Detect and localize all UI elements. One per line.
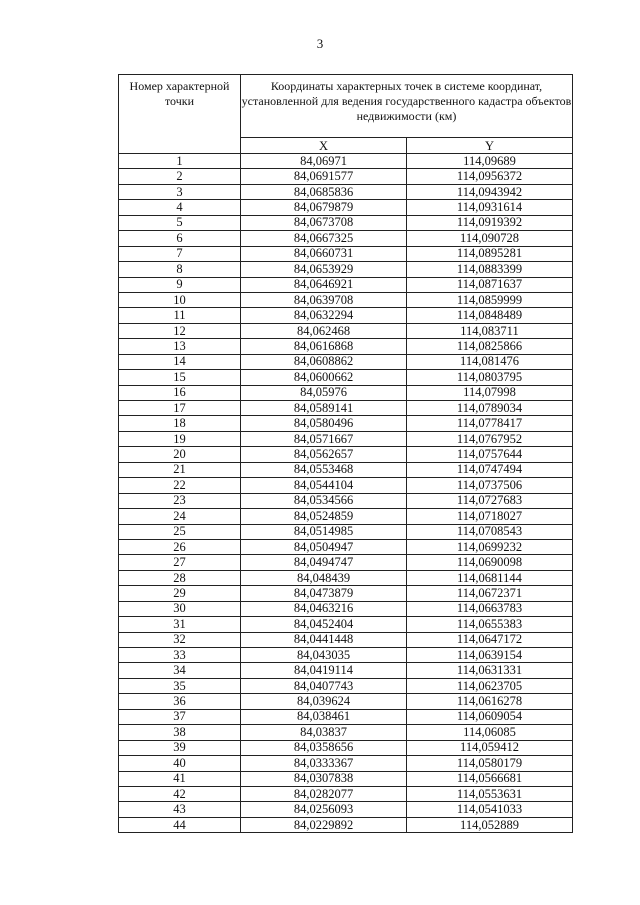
x-coordinate-cell: 84,0473879 [241,586,407,601]
x-coordinate-cell: 84,0608862 [241,354,407,369]
coordinates-table [118,74,573,833]
table-row [119,802,573,817]
x-coordinate-cell: 84,0616868 [241,339,407,354]
x-coordinate-cell: 84,0441448 [241,632,407,647]
y-coordinate-cell: 114,0767952 [407,431,573,446]
y-coordinate-cell: 114,083711 [407,323,573,338]
y-coordinate-cell: 114,0655383 [407,617,573,632]
table-row [119,308,573,323]
x-coordinate-cell: 84,0589141 [241,401,407,416]
x-coordinate-cell: 84,0229892 [241,817,407,832]
x-coordinate-cell: 84,0639708 [241,292,407,307]
table-row [119,756,573,771]
table-row [119,401,573,416]
table-row [119,648,573,663]
point-number-cell: 10 [119,292,241,307]
point-number-cell: 18 [119,416,241,431]
table-row [119,370,573,385]
y-coordinate-cell: 114,07998 [407,385,573,400]
y-coordinate-cell: 114,0778417 [407,416,573,431]
x-coordinate-cell: 84,0660731 [241,246,407,261]
header-y: Y [407,138,573,154]
point-number-cell: 12 [119,323,241,338]
y-coordinate-cell: 114,0859999 [407,292,573,307]
y-coordinate-cell: 114,0609054 [407,709,573,724]
table-row [119,231,573,246]
y-coordinate-cell: 114,059412 [407,740,573,755]
table-row [119,478,573,493]
y-coordinate-cell: 114,09689 [407,154,573,169]
point-number-cell: 23 [119,493,241,508]
table-body [119,154,573,833]
x-coordinate-cell: 84,0358656 [241,740,407,755]
y-coordinate-cell: 114,0737506 [407,478,573,493]
x-coordinate-cell: 84,0544104 [241,478,407,493]
table-row [119,771,573,786]
table-row [119,539,573,554]
table-row [119,385,573,400]
x-coordinate-cell: 84,0307838 [241,771,407,786]
table-row [119,354,573,369]
table-row [119,663,573,678]
y-coordinate-cell: 114,081476 [407,354,573,369]
x-coordinate-cell: 84,0514985 [241,524,407,539]
y-coordinate-cell: 114,090728 [407,231,573,246]
x-coordinate-cell: 84,0632294 [241,308,407,323]
point-number-cell: 21 [119,462,241,477]
table-row [119,323,573,338]
point-number-cell: 44 [119,817,241,832]
table-row [119,740,573,755]
y-coordinate-cell: 114,0919392 [407,215,573,230]
table-row [119,678,573,693]
point-number-cell: 16 [119,385,241,400]
table-row [119,339,573,354]
y-coordinate-cell: 114,0699232 [407,539,573,554]
point-number-cell: 31 [119,617,241,632]
table-header [119,75,573,154]
y-coordinate-cell: 114,0672371 [407,586,573,601]
y-coordinate-cell: 114,0803795 [407,370,573,385]
y-coordinate-cell: 114,0718027 [407,509,573,524]
x-coordinate-cell: 84,043035 [241,648,407,663]
point-number-cell: 36 [119,694,241,709]
point-number-cell: 39 [119,740,241,755]
table-row [119,154,573,169]
y-coordinate-cell: 114,0895281 [407,246,573,261]
point-number-cell: 6 [119,231,241,246]
table-row [119,586,573,601]
point-number-cell: 43 [119,802,241,817]
point-number-cell: 37 [119,709,241,724]
table-row [119,431,573,446]
x-coordinate-cell: 84,0333367 [241,756,407,771]
x-coordinate-cell: 84,062468 [241,323,407,338]
x-coordinate-cell: 84,0600662 [241,370,407,385]
table-row [119,817,573,832]
page-number: 3 [316,36,324,51]
x-coordinate-cell: 84,0407743 [241,678,407,693]
table-row [119,570,573,585]
point-number-cell: 28 [119,570,241,585]
y-coordinate-cell: 114,0681144 [407,570,573,585]
point-number-cell: 14 [119,354,241,369]
x-coordinate-cell: 84,0562657 [241,447,407,462]
point-number-cell: 17 [119,401,241,416]
x-coordinate-cell: 84,06971 [241,154,407,169]
header-x: X [241,138,407,154]
x-coordinate-cell: 84,0673708 [241,215,407,230]
point-number-cell: 24 [119,509,241,524]
x-coordinate-cell: 84,0685836 [241,184,407,199]
x-coordinate-cell: 84,0691577 [241,169,407,184]
y-coordinate-cell: 114,0623705 [407,678,573,693]
x-coordinate-cell: 84,0524859 [241,509,407,524]
x-coordinate-cell: 84,0452404 [241,617,407,632]
point-number-cell: 32 [119,632,241,647]
point-number-cell: 19 [119,431,241,446]
y-coordinate-cell: 114,0690098 [407,555,573,570]
x-coordinate-cell: 84,0256093 [241,802,407,817]
table-row [119,709,573,724]
y-coordinate-cell: 114,0956372 [407,169,573,184]
y-coordinate-cell: 114,0883399 [407,262,573,277]
point-number-cell: 38 [119,725,241,740]
y-coordinate-cell: 114,0566681 [407,771,573,786]
table-row [119,493,573,508]
y-coordinate-cell: 114,0747494 [407,462,573,477]
table-row [119,694,573,709]
y-coordinate-cell: 114,0871637 [407,277,573,292]
point-number-cell: 15 [119,370,241,385]
point-number-cell: 34 [119,663,241,678]
point-number-cell: 7 [119,246,241,261]
x-coordinate-cell: 84,0282077 [241,786,407,801]
table-row [119,292,573,307]
y-coordinate-cell: 114,0789034 [407,401,573,416]
x-coordinate-cell: 84,0534566 [241,493,407,508]
x-coordinate-cell: 84,0571667 [241,431,407,446]
table-row [119,169,573,184]
y-coordinate-cell: 114,0943942 [407,184,573,199]
y-coordinate-cell: 114,0553631 [407,786,573,801]
header-row [119,75,573,138]
point-number-cell: 4 [119,200,241,215]
point-number-cell: 3 [119,184,241,199]
point-number-cell: 13 [119,339,241,354]
x-coordinate-cell: 84,0667325 [241,231,407,246]
table-row [119,462,573,477]
y-coordinate-cell: 114,0616278 [407,694,573,709]
point-number-cell: 8 [119,262,241,277]
point-number-cell: 35 [119,678,241,693]
table-row [119,509,573,524]
x-coordinate-cell: 84,0553468 [241,462,407,477]
x-coordinate-cell: 84,0580496 [241,416,407,431]
point-number-cell: 20 [119,447,241,462]
point-number-cell: 29 [119,586,241,601]
point-number-cell: 25 [119,524,241,539]
x-coordinate-cell: 84,038461 [241,709,407,724]
table-row [119,416,573,431]
table-row [119,725,573,740]
table-row [119,524,573,539]
point-number-cell: 41 [119,771,241,786]
point-number-cell: 2 [119,169,241,184]
y-coordinate-cell: 114,0541033 [407,802,573,817]
x-coordinate-cell: 84,0653929 [241,262,407,277]
y-coordinate-cell: 114,0825866 [407,339,573,354]
point-number-cell: 5 [119,215,241,230]
table-row [119,601,573,616]
x-coordinate-cell: 84,0504947 [241,539,407,554]
table-row [119,277,573,292]
y-coordinate-cell: 114,0647172 [407,632,573,647]
y-coordinate-cell: 114,0727683 [407,493,573,508]
table-row [119,617,573,632]
x-coordinate-cell: 84,03837 [241,725,407,740]
table-row [119,184,573,199]
point-number-cell: 9 [119,277,241,292]
y-coordinate-cell: 114,0931614 [407,200,573,215]
y-coordinate-cell: 114,0663783 [407,601,573,616]
x-coordinate-cell: 84,0494747 [241,555,407,570]
x-coordinate-cell: 84,048439 [241,570,407,585]
table-row [119,215,573,230]
y-coordinate-cell: 114,06085 [407,725,573,740]
y-coordinate-cell: 114,0848489 [407,308,573,323]
x-coordinate-cell: 84,0419114 [241,663,407,678]
table-row [119,262,573,277]
table-row [119,447,573,462]
table-row [119,246,573,261]
table-row [119,200,573,215]
x-coordinate-cell: 84,0679879 [241,200,407,215]
x-coordinate-cell: 84,05976 [241,385,407,400]
x-coordinate-cell: 84,039624 [241,694,407,709]
point-number-cell: 42 [119,786,241,801]
table-row [119,632,573,647]
header-coordinates: Координаты характерных точек в системе координат, установленной для ведения государственного кадастра объектов недвижимости (км) [241,75,573,138]
table-row [119,786,573,801]
y-coordinate-cell: 114,0757644 [407,447,573,462]
y-coordinate-cell: 114,052889 [407,817,573,832]
point-number-cell: 26 [119,539,241,554]
point-number-cell: 22 [119,478,241,493]
point-number-cell: 27 [119,555,241,570]
point-number-cell: 1 [119,154,241,169]
y-coordinate-cell: 114,0639154 [407,648,573,663]
point-number-cell: 11 [119,308,241,323]
point-number-cell: 40 [119,756,241,771]
x-coordinate-cell: 84,0463216 [241,601,407,616]
y-coordinate-cell: 114,0708543 [407,524,573,539]
y-coordinate-cell: 114,0580179 [407,756,573,771]
table-row [119,555,573,570]
y-coordinate-cell: 114,0631331 [407,663,573,678]
point-number-cell: 30 [119,601,241,616]
point-number-cell: 33 [119,648,241,663]
x-coordinate-cell: 84,0646921 [241,277,407,292]
header-point-number: Номер характерной точки [119,75,241,154]
